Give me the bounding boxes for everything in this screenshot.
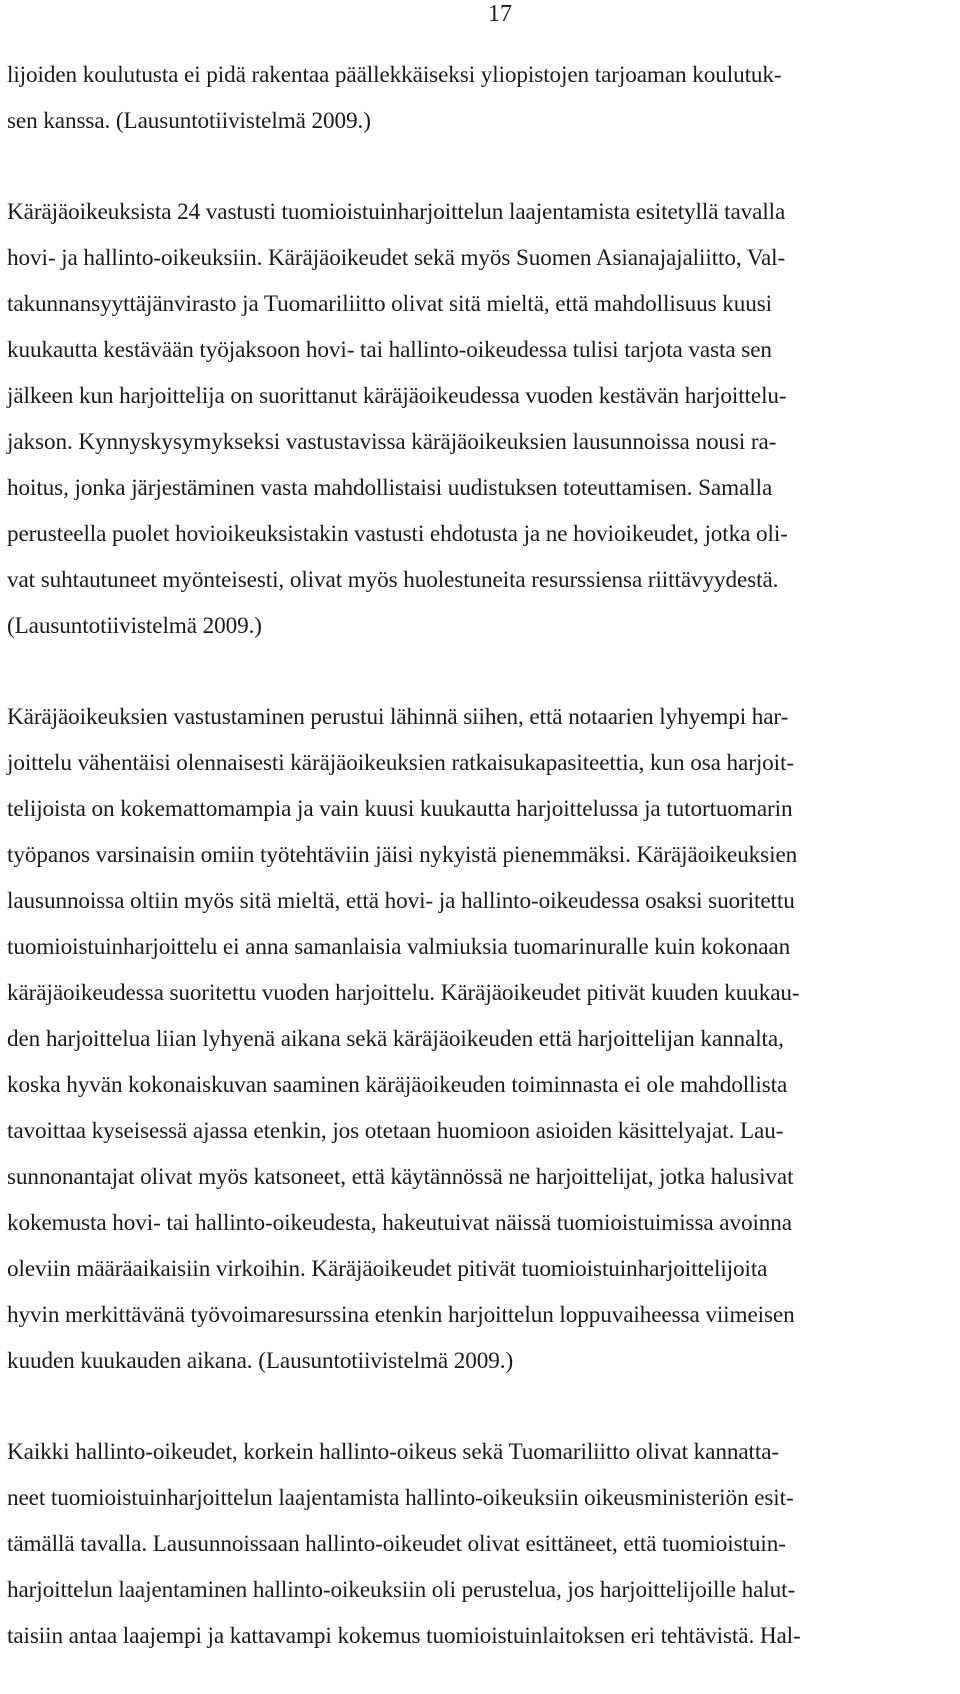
paragraph-2 xyxy=(7,189,953,649)
text-line: kokemusta hovi- tai hallinto-oikeudesta, hakeutuivat näissä tuomioistuimissa avoinna xyxy=(7,1210,792,1236)
text-line: jakson. Kynnyskysymykseksi vastustavissa käräjäoikeuksien lausunnoissa nousi ra- xyxy=(7,429,777,455)
text-line: työpanos varsinaisin omiin työtehtäviin jäisi nykyistä pienemmäksi. Käräjäoikeuksien xyxy=(7,842,798,868)
text-line: perusteella puolet hovioikeuksistakin vastusti ehdotusta ja ne hovioikeudet, jotka oli- xyxy=(7,521,788,547)
text-line: sunnonantajat olivat myös katsoneet, että käytännössä ne harjoittelijat, jotka halusivat xyxy=(7,1164,794,1190)
text-line: hyvin merkittävänä työvoimaresurssina etenkin harjoittelun loppuvaiheessa viimeisen xyxy=(7,1302,795,1328)
page-number: 17 xyxy=(488,1,512,27)
text-line: tämällä tavalla. Lausunnoissaan hallinto-oikeudet olivat esittäneet, että tuomioistuin- xyxy=(7,1531,786,1557)
paragraph-1 xyxy=(7,52,953,144)
text-line: joittelu vähentäisi olennaisesti käräjäoikeuksien ratkaisukapasiteettia, kun osa harjoit- xyxy=(7,750,794,776)
text-line: sen kanssa. (Lausuntotiivistelmä 2009.) xyxy=(7,108,371,134)
text-line: takunnansyyttäjänvirasto ja Tuomariliitto olivat sitä mieltä, että mahdollisuus kuusi xyxy=(7,291,772,317)
text-line: Käräjäoikeuksista 24 vastusti tuomioistuinharjoittelun laajentamista esitetyllä tavalla xyxy=(7,199,786,225)
text-line: hoitus, jonka järjestäminen vasta mahdollistaisi uudistuksen toteuttamisen. Samalla xyxy=(7,475,773,501)
text-line: koska hyvän kokonaiskuvan saaminen käräjäoikeuden toiminnasta ei ole mahdollista xyxy=(7,1072,788,1098)
text-line: (Lausuntotiivistelmä 2009.) xyxy=(7,613,262,639)
text-line: vat suhtautuneet myönteisesti, olivat myös huolestuneita resurssiensa riittävyydestä. xyxy=(7,567,779,593)
text-line: jälkeen kun harjoittelija on suorittanut käräjäoikeudessa vuoden kestävän harjoittelu- xyxy=(7,383,787,409)
text-line: lausunnoissa oltiin myös sitä mieltä, että hovi- ja hallinto-oikeudessa osaksi suoritettu xyxy=(7,888,795,914)
text-line: käräjäoikeudessa suoritettu vuoden harjoittelu. Käräjäoikeudet pitivät kuuden kuukau- xyxy=(7,980,800,1006)
paragraph-3 xyxy=(7,694,953,1384)
text-line: Kaikki hallinto-oikeudet, korkein hallinto-oikeus sekä Tuomariliitto olivat kannatta- xyxy=(7,1439,780,1465)
text-line: lijoiden koulutusta ei pidä rakentaa päällekkäiseksi yliopistojen tarjoaman koulutuk- xyxy=(7,62,782,88)
text-line: telijoista on kokemattomampia ja vain kuusi kuukautta harjoittelussa ja tutortuomarin xyxy=(7,796,793,822)
text-line: kuuden kuukauden aikana. (Lausuntotiivistelmä 2009.) xyxy=(7,1348,514,1374)
paragraph-4 xyxy=(7,1429,953,1659)
text-line: neet tuomioistuinharjoittelun laajentamista hallinto-oikeuksiin oikeusministeriön esit- xyxy=(7,1485,794,1511)
text-line: hovi- ja hallinto-oikeuksiin. Käräjäoikeudet sekä myös Suomen Asianajajaliitto, Val- xyxy=(7,245,786,271)
document-body xyxy=(7,52,953,1659)
text-line: oleviin määräaikaisiin virkoihin. Käräjäoikeudet pitivät tuomioistuinharjoittelijoita xyxy=(7,1256,768,1282)
text-line: harjoittelun laajentaminen hallinto-oikeuksiin oli perustelua, jos harjoittelijoille halut- xyxy=(7,1577,796,1603)
text-line: tuomioistuinharjoittelu ei anna samanlaisia valmiuksia tuomarinuralle kuin kokonaan xyxy=(7,934,791,960)
text-line: Käräjäoikeuksien vastustaminen perustui lähinnä siihen, että notaarien lyhyempi har- xyxy=(7,704,789,730)
text-line: tavoittaa kyseisessä ajassa etenkin, jos otetaan huomioon asioiden käsittelyajat. Lau- xyxy=(7,1118,784,1144)
text-line: kuukautta kestävään työjaksoon hovi- tai hallinto-oikeudessa tulisi tarjota vasta sen xyxy=(7,337,772,363)
text-line: taisiin antaa laajempi ja kattavampi kokemus tuomioistuinlaitoksen eri tehtävistä. Hal- xyxy=(7,1623,801,1649)
text-line: den harjoittelua liian lyhyenä aikana sekä käräjäoikeuden että harjoittelijan kannalta, xyxy=(7,1026,784,1052)
